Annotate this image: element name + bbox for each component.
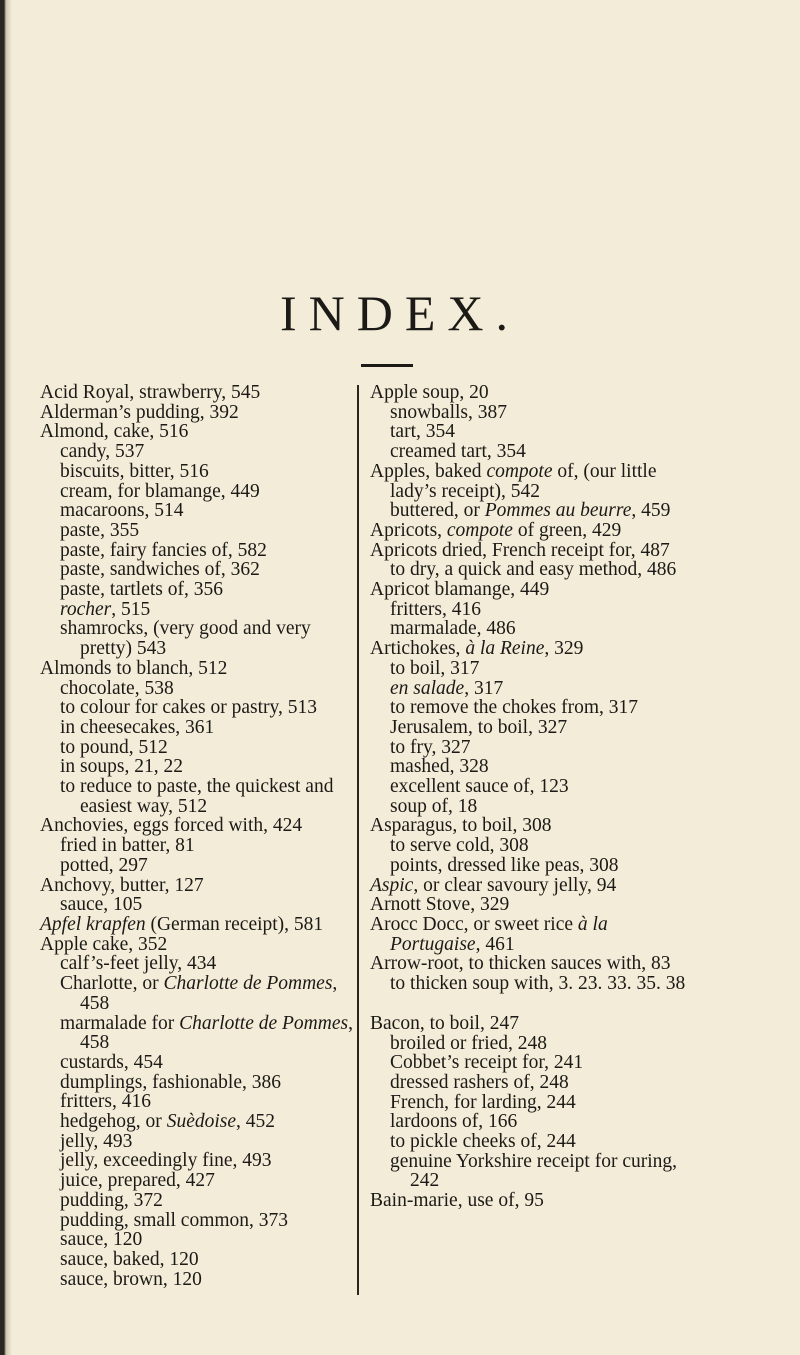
index-entry-text: custards, 454: [60, 1051, 163, 1073]
index-entry-text: excellent sauce of, 123: [390, 776, 569, 798]
index-entry: [370, 876, 686, 896]
index-entry-text: Artichokes,: [370, 638, 466, 660]
index-entry: [40, 422, 356, 442]
index-entry: [40, 1191, 356, 1211]
index-entry: [370, 600, 686, 620]
index-entry: [40, 1211, 356, 1231]
index-entry-text: to fry, 327: [390, 736, 471, 758]
index-entry-text: to dry, a quick and easy method, 486: [390, 559, 677, 581]
index-entry-text: genuine Yorkshire receipt for curing, 242: [390, 1150, 678, 1192]
index-entry-text: candy, 537: [60, 441, 145, 463]
index-entry: [370, 915, 686, 954]
index-entry-text: chocolate, 538: [60, 677, 174, 699]
index-entry: [40, 1151, 356, 1171]
index-entry: [40, 501, 356, 521]
index-entry: [370, 1132, 686, 1152]
index-entry-text: snowballs, 387: [390, 401, 507, 423]
index-entry: [370, 1073, 686, 1093]
index-entry: [370, 757, 686, 777]
index-entry: [370, 718, 686, 738]
index-entry-text: Charlotte, or: [60, 973, 164, 995]
index-entry: [370, 619, 686, 639]
page-title: INDEX.: [279, 285, 521, 341]
index-entry-text: tart, 354: [390, 421, 455, 443]
index-entry-text: marmalade for: [60, 1012, 180, 1034]
index-entry: [40, 816, 356, 836]
title-rule: [361, 364, 413, 367]
index-entry: [370, 1014, 686, 1034]
index-column-right: [370, 383, 686, 1211]
index-entry-text: marmalade, 486: [390, 618, 516, 640]
index-entry: [370, 1112, 686, 1132]
index-entry-text: fried in batter, 81: [60, 835, 195, 857]
index-entry-text: to serve cold, 308: [390, 835, 529, 857]
index-entry: [40, 718, 356, 738]
index-entry-text: compote: [446, 519, 513, 541]
index-entry: [40, 856, 356, 876]
index-entry: [370, 954, 686, 974]
index-entry-text: Acid Royal, strawberry, 545: [40, 382, 261, 403]
index-entry: [40, 1092, 356, 1112]
index-entry-text: Asparagus, to boil, 308: [370, 815, 552, 837]
index-entry-text: , 515: [111, 598, 151, 620]
index-entry: [40, 442, 356, 462]
index-entry-text: Apple cake, 352: [40, 933, 168, 955]
index-entry: [370, 659, 686, 679]
index-entry-text: Anchovy, butter, 127: [40, 874, 204, 896]
index-entry: [370, 856, 686, 876]
index-entry: [370, 836, 686, 856]
index-entry-text: creamed tart, 354: [390, 441, 526, 463]
index-entry-text: to reduce to paste, the quickest and easiest way, 512: [60, 776, 334, 817]
index-entry-text: Jerusalem, to boil, 327: [390, 716, 568, 738]
index-entry: [370, 1191, 686, 1211]
index-entry-text: fritters, 416: [390, 598, 481, 620]
index-entry-text: sauce, 105: [60, 894, 143, 916]
index-entry-text: Apricots,: [370, 519, 447, 541]
index-entry-text: Bacon, to boil, 247: [370, 1012, 519, 1034]
index-entry-text: , 458: [80, 973, 338, 1014]
index-entry: [370, 895, 686, 915]
index-entry: [40, 1230, 356, 1250]
index-entry: [40, 1132, 356, 1152]
index-entry: [370, 1053, 686, 1073]
index-entry-text: French, for larding, 244: [390, 1091, 576, 1113]
index-entry-text: , 458: [80, 1012, 353, 1054]
index-entry-text: Apricots dried, French receipt for, 487: [370, 539, 670, 561]
index-entry-text: to thicken soup with, 3. 23. 33. 35. 38: [390, 973, 686, 995]
index-entry: [370, 679, 686, 699]
index-entry: [370, 777, 686, 797]
index-entry-text: to pickle cheeks of, 244: [390, 1131, 576, 1153]
index-entry: [40, 777, 356, 816]
index-entry: [370, 1034, 686, 1054]
index-entry: [40, 1014, 356, 1053]
index-entry-text: Arrow-root, to thicken sauces with, 83: [370, 953, 671, 975]
index-entry-text: , 461: [475, 933, 515, 955]
index-entry-text: hedgehog, or: [60, 1111, 167, 1133]
index-entry-text: to remove the chokes from, 317: [390, 697, 639, 719]
index-entry: [370, 501, 686, 521]
index-entry: [370, 462, 686, 501]
index-entry-text: pudding, 372: [60, 1189, 163, 1211]
index-entry-text: pudding, small common, 373: [60, 1209, 289, 1231]
index-entry: [370, 816, 686, 836]
index-entry: [370, 403, 686, 423]
index-entry: [40, 679, 356, 699]
index-entry-text: Apfel krapfen: [40, 913, 146, 935]
index-entry-text: calf’s-feet jelly, 434: [60, 953, 217, 975]
index-entry-text: soup of, 18: [390, 795, 478, 817]
index-entry: [40, 1171, 356, 1191]
index-entry: [370, 639, 686, 659]
index-entry: [40, 383, 356, 403]
index-entry-text: à la Portugaise: [390, 913, 608, 955]
index-entry: [40, 1250, 356, 1270]
index-entry-text: sauce, baked, 120: [60, 1248, 199, 1270]
index-entry-text: Charlotte de Pommes: [179, 1012, 349, 1034]
index-entry: [40, 876, 356, 896]
index-entry: [40, 1270, 356, 1290]
index-entry: [370, 974, 686, 994]
index-entry-text: (German receipt), 581: [145, 913, 324, 935]
index-entry: [370, 422, 686, 442]
index-entry: [40, 1073, 356, 1093]
index-entry: [370, 383, 686, 403]
index-entry-text: dressed rashers of, 248: [390, 1071, 569, 1093]
index-entry-text: , 317: [464, 677, 504, 699]
index-entry-text: to boil, 317: [390, 657, 480, 679]
index-entry-text: Cobbet’s receipt for, 241: [390, 1052, 584, 1074]
index-entry: [40, 974, 356, 1013]
index-entry: [40, 521, 356, 541]
index-entry-text: in cheesecakes, 361: [60, 716, 215, 738]
index-entry-text: Apricot blamange, 449: [370, 579, 550, 601]
index-entry: [370, 521, 686, 541]
index-entry-text: en salade: [390, 677, 465, 699]
index-entry-text: , 452: [236, 1111, 276, 1133]
index-entry: [40, 915, 356, 935]
index-entry: [370, 698, 686, 718]
index-entry: [370, 442, 686, 462]
index-entry-text: buttered, or: [390, 500, 485, 522]
index-entry: [40, 482, 356, 502]
index-entry-text: Apple soup, 20: [370, 382, 489, 403]
index-entry: [40, 600, 356, 620]
index-entry-text: macaroons, 514: [60, 500, 184, 522]
index-entry-text: , 459: [631, 500, 671, 522]
index-entry-text: mashed, 328: [390, 756, 489, 778]
index-entry-text: dumplings, fashionable, 386: [60, 1071, 281, 1093]
index-entry-text: sauce, brown, 120: [60, 1268, 202, 1290]
index-entry-text: cream, for blamange, 449: [60, 480, 260, 502]
index-entry: [370, 1093, 686, 1113]
index-entry: [40, 935, 356, 955]
index-entry-text: Almond, cake, 516: [40, 421, 189, 443]
index-entry-text: fritters, 416: [60, 1091, 151, 1113]
index-entry: [40, 698, 356, 718]
index-entry-text: compote: [486, 460, 553, 482]
index-entry: [40, 1112, 356, 1132]
index-entry: [370, 1152, 686, 1191]
index-entry-text: paste, fairy fancies of, 582: [60, 539, 267, 561]
index-entry-text: juice, prepared, 427: [60, 1170, 215, 1192]
index-column-left: [40, 383, 356, 1289]
index-entry: [370, 560, 686, 580]
index-entry: [370, 797, 686, 817]
index-entry-text: Arocc Docc, or sweet rice: [370, 913, 578, 935]
index-entry-text: Anchovies, eggs forced with, 424: [40, 815, 303, 837]
index-entry-text: , 329: [544, 638, 584, 660]
index-entry-text: Almonds to blanch, 512: [40, 657, 228, 679]
index-entry-text: paste, 355: [60, 519, 140, 541]
index-entry-text: points, dressed like peas, 308: [390, 854, 619, 876]
index-entry-text: Charlotte de Pommes: [163, 973, 333, 995]
index-entry: [40, 895, 356, 915]
index-entry: [370, 580, 686, 600]
index-entry-text: sauce, 120: [60, 1229, 143, 1251]
index-entry-text: jelly, exceedingly fine, 493: [60, 1150, 272, 1172]
index-entry: [40, 738, 356, 758]
index-entry-text: Alderman’s pudding, 392: [40, 401, 239, 423]
index-entry-text: à la Reine: [465, 638, 545, 660]
index-entry-text: rocher: [60, 598, 112, 620]
index-entry: [40, 462, 356, 482]
index-entry-text: Arnott Stove, 329: [370, 894, 510, 916]
index-entry: [370, 541, 686, 561]
index-entry-text: Bain-marie, use of, 95: [370, 1190, 544, 1212]
index-entry: [40, 560, 356, 580]
index-entry-text: paste, tartlets of, 356: [60, 579, 223, 601]
index-entry: [40, 619, 356, 658]
index-entry: [40, 1053, 356, 1073]
index-entry: [40, 580, 356, 600]
index-entry-text: of green, 429: [512, 519, 622, 541]
index-entry: [40, 954, 356, 974]
index-entry-text: Suèdoise: [166, 1111, 237, 1133]
index-entry-text: potted, 297: [60, 854, 148, 876]
index-entry-text: lardoons of, 166: [390, 1111, 518, 1133]
index-entry-text: to pound, 512: [60, 736, 168, 758]
index-entry-text: in soups, 21, 22: [60, 756, 183, 778]
index-entry-text: , or clear savoury jelly, 94: [413, 874, 617, 896]
index-entry-text: shamrocks, (very good and very pretty) 543: [60, 618, 311, 660]
index-entry-text: of, (our little lady’s receipt), 542: [390, 460, 657, 502]
index-entry-text: Pommes au beurre: [484, 500, 632, 522]
index-entry: [40, 403, 356, 423]
index-entry-text: broiled or fried, 248: [390, 1032, 548, 1054]
index-entry: [40, 541, 356, 561]
page-binding-edge: [0, 0, 12, 1355]
index-entry: [370, 738, 686, 758]
index-entry-text: Apples, baked: [370, 460, 487, 482]
index-entry-text: jelly, 493: [60, 1130, 133, 1152]
index-entry: [40, 836, 356, 856]
index-entry: [40, 757, 356, 777]
index-entry-text: biscuits, bitter, 516: [60, 460, 209, 482]
column-divider: [357, 385, 359, 1295]
index-entry-text: Aspic: [370, 874, 414, 896]
index-entry-text: to colour for cakes or pastry, 513: [60, 697, 318, 719]
index-entry-text: paste, sandwiches of, 362: [60, 559, 260, 581]
index-entry: [40, 659, 356, 679]
